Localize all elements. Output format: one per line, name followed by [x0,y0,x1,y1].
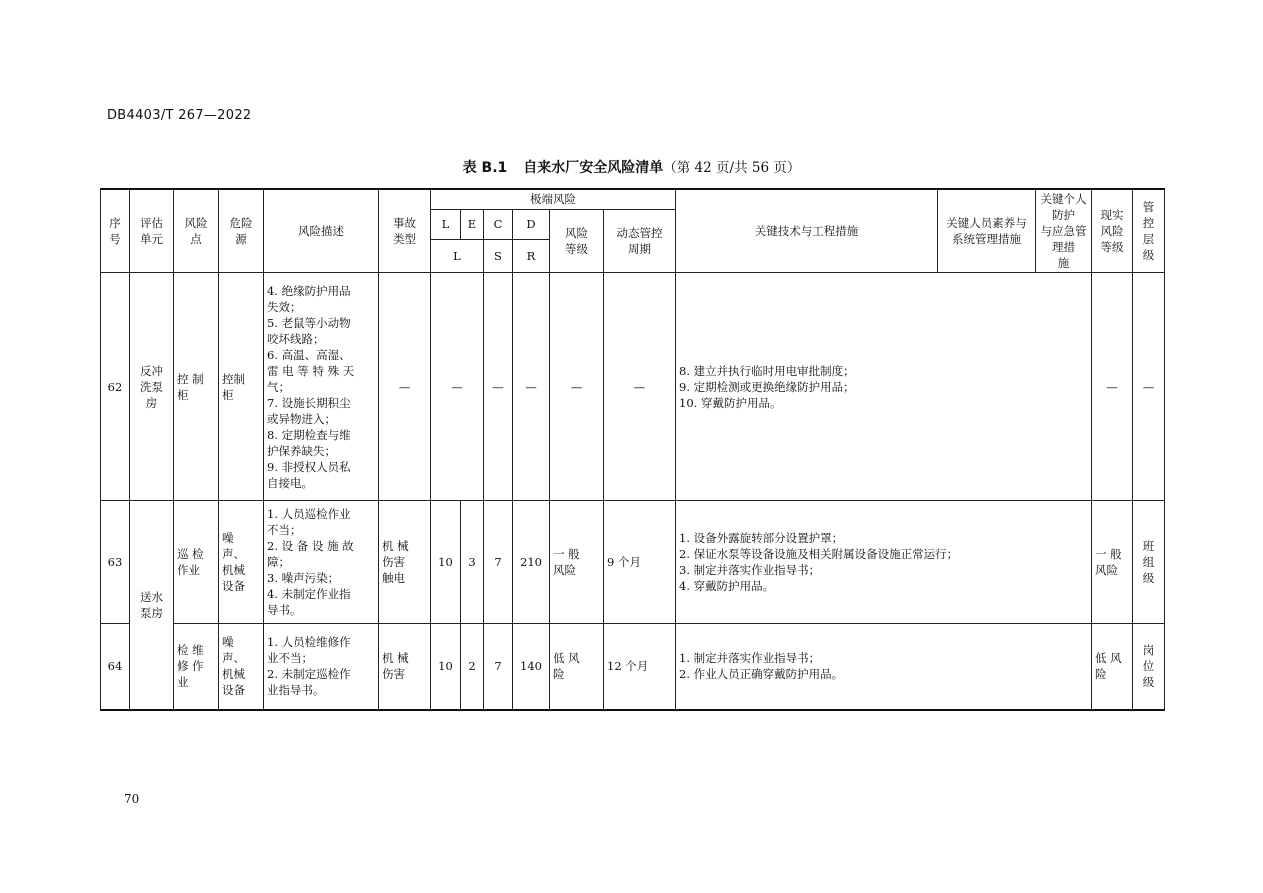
header-mgmt: 关键人员素养与 系统管理措施 [938,189,1036,273]
cell-desc: 4. 绝缘防护用品 失效； 5. 老鼠等小动物 咬坏线路； 6. 高温、高湿、 雷 电 等 特 殊 天 气； 7. 设施长期积尘 或异物进入； 8. 定期检查与维 护保养缺失； 9. 非授权人员私 自接电。 [264,273,379,501]
header-seq: 序 号 [101,189,130,273]
caption-page: （第 42 页/共 56 页） [663,160,801,176]
header-extreme: 极端风险 [431,189,676,209]
header-l: L [431,209,461,240]
cell-point: 检 维 修 作 业 [174,624,219,710]
cell-l: 10 [431,624,461,710]
cell-accident: — [379,273,431,501]
risk-list-table [100,188,1165,711]
cell-c: 7 [484,501,513,624]
cell-actual: — [1092,273,1133,501]
cell-level: 一 般 风险 [550,501,604,624]
cell-d: 140 [513,624,550,710]
cell-cycle: — [604,273,676,501]
header-source: 危险 源 [219,189,264,273]
table-row [101,624,1165,710]
document-id: DB4403/T 267—2022 [107,108,252,123]
cell-c: 7 [484,624,513,710]
cell-d: — [513,273,550,501]
cell-le: — [431,273,484,501]
cell-control: 班 组 级 [1133,501,1165,624]
cell-desc: 1. 人员巡检作业 不当； 2. 设 备 设 施 故 障； 3. 噪声污染； 4. 未制定作业指 导书。 [264,501,379,624]
page-number: 70 [124,792,140,806]
header-e: E [461,209,484,240]
cell-control: 岗 位 级 [1133,624,1165,710]
header-desc: 风险描述 [264,189,379,273]
cell-seq: 62 [101,273,130,501]
cell-source: 控制 柜 [219,273,264,501]
cell-unit: 送水 泵房 [130,501,174,710]
header-unit: 评估 单元 [130,189,174,273]
cell-measures: 1. 制定并落实作业指导书； 2. 作业人员正确穿戴防护用品。 [676,624,1092,710]
table-row [101,501,1165,624]
cell-l: 10 [431,501,461,624]
cell-c: — [484,273,513,501]
header-ppe: 关键个人防护 与应急管理措 施 [1036,189,1092,273]
cell-point: 控 制 柜 [174,273,219,501]
header-r: R [513,240,550,273]
header-s: S [484,240,513,273]
header-l2: L [431,240,484,273]
cell-cycle: 9 个月 [604,501,676,624]
cell-level: — [550,273,604,501]
cell-actual: 低 风 险 [1092,624,1133,710]
cell-control: — [1133,273,1165,501]
cell-level: 低 风 险 [550,624,604,710]
caption-title: 自来水厂安全风险清单 [523,160,664,176]
header-row [101,189,1165,209]
cell-e: 3 [461,501,484,624]
cell-accident: 机 械 伤害 触电 [379,501,431,624]
cell-seq: 63 [101,501,130,624]
cell-source: 噪 声、 机械 设备 [219,501,264,624]
header-c: C [484,209,513,240]
cell-measures: 1. 设备外露旋转部分设置护罩； 2. 保证水泵等设备设施及相关附属设备设施正常运行； 3. 制定并落实作业指导书； 4. 穿戴防护用品。 [676,501,1092,624]
cell-actual: 一 般 风险 [1092,501,1133,624]
header-control: 管 控 层 级 [1133,189,1165,273]
table-caption [0,156,1263,177]
cell-cycle: 12 个月 [604,624,676,710]
cell-accident: 机 械 伤害 [379,624,431,710]
table-row [101,273,1165,501]
cell-seq: 64 [101,624,130,710]
cell-e: 2 [461,624,484,710]
cell-d: 210 [513,501,550,624]
cell-point: 巡 检 作业 [174,501,219,624]
header-cycle: 动态管控 周期 [604,209,676,273]
header-accident: 事故 类型 [379,189,431,273]
header-d: D [513,209,550,240]
header-level: 风险 等级 [550,209,604,273]
header-tech: 关键技术与工程措施 [676,189,938,273]
header-point: 风险 点 [174,189,219,273]
cell-source: 噪 声、 机械 设备 [219,624,264,710]
header-actual: 现实 风险 等级 [1092,189,1133,273]
cell-desc: 1. 人员检维修作 业不当； 2. 未制定巡检作 业指导书。 [264,624,379,710]
cell-unit: 反冲 洗泵 房 [130,273,174,501]
caption-number: 表 B.1 [462,160,508,176]
cell-measures: 8. 建立并执行临时用电审批制度； 9. 定期检测或更换绝缘防护用品； 10. 穿戴防护用品。 [676,273,1092,501]
